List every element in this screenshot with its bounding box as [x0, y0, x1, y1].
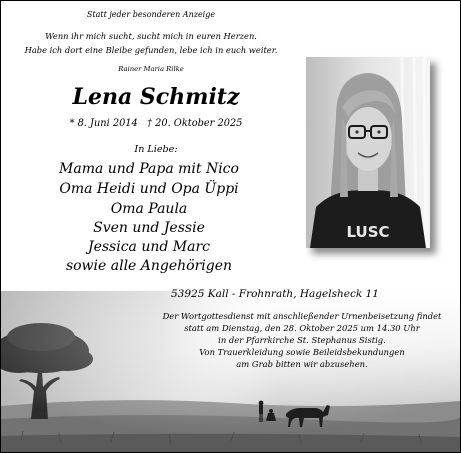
mourner-line: Jessica und Marc [87, 239, 211, 255]
mourners-intro: In Liebe: [134, 144, 178, 155]
mourner-line: Oma Heidi und Opa Üppi [59, 181, 239, 197]
mourner-line: Sven und Jessie [93, 220, 205, 236]
quote-line-2: Habe ich dort eine Bleibe gefunden, lebe ich in euch weiter. [24, 45, 278, 55]
quote-line-1: Wenn ihr mich sucht, sucht mich in euren Herzen. [45, 31, 257, 41]
address: 53925 Kall - Frohnrath, Hagelsheck 11 [171, 288, 379, 300]
portrait-photo [306, 57, 430, 248]
quote-author: Rainer Maria Rilke [118, 65, 184, 73]
service-line: Von Trauerkleidung sowie Beileidsbekundungen [199, 347, 405, 357]
life-dates: * 8. Juni 2014 † 20. Oktober 2025 [69, 118, 243, 129]
mourner-line: Mama und Papa mit Nico [59, 161, 239, 177]
service-line: Der Wortgottesdienst mit anschließender Urnenbeisetzung findet [162, 311, 442, 321]
shirt-print: LUSC [346, 223, 390, 241]
service-line: in der Pfarrkirche St. Stephanus Sistig. [218, 335, 386, 345]
deceased-name: Lena Schmitz [72, 84, 240, 110]
mourner-line: Oma Paula [110, 201, 188, 217]
mourner-line: sowie alle Angehörigen [65, 258, 233, 274]
notice-header: Statt jeder besonderen Anzeige [86, 10, 216, 19]
service-line: am Grab bitten wir abzusehen. [236, 359, 368, 369]
service-line: statt am Dienstag, den 28. Oktober 2025 um 14.30 Uhr [184, 323, 420, 333]
